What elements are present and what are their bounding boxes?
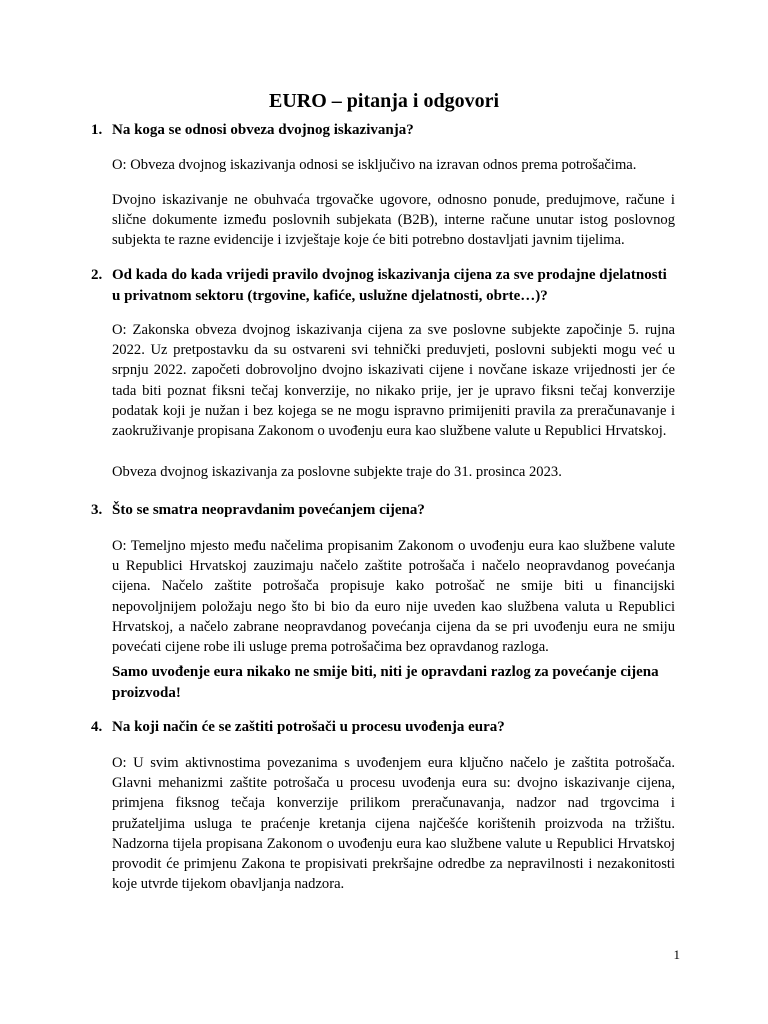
- answer-4-paragraph-1: O: U svim aktivnostima povezanima s uvođenjem eura ključno načelo je zaštita potrošača. Glavni mehanizmi zaštite potrošača u procesu uvođenja eura su: dvojno iskazivanje cijena, primjena fiksnog tečaja konverzije prilikom preračunavanja, nadzor nad trgovcima i pružateljima usluga te praćenje kretanja cijena najčešće korištenih proizvoda na tržištu. Nadzorna tijela propisana Zakonom o uvođenju eura kao službene valute u Republici Hrvatskoj provodit će primjenu Zakona te propisivati prekršajne odredbe za nepravilnosti i nezakonitosti koje utvrde tijekom obavljanja nadzora.: [112, 755, 675, 893]
- answer-3-bold-statement: Samo uvođenje eura nikako ne smije biti, niti je opravdani razlog za povećanje cijena proizvoda!: [112, 664, 659, 701]
- question-3-number: 3.: [91, 502, 103, 518]
- document-title: EURO – pitanja i odgovori: [268, 90, 500, 112]
- question-2-heading: Od kada do kada vrijedi pravilo dvojnog iskazivanja cijena za sve prodajne djelatnosti u privatnom sektoru (trgovine, kafiće, uslužne djelatnosti, obrte…)?: [112, 267, 667, 304]
- answer-2-paragraph-1: O: Zakonska obveza dvojnog iskazivanja cijena za sve poslovne subjekte započinje 5. rujna 2022. Uz pretpostavku da su ostvareni svi tehnički preduvjeti, poslovni subjekti mogu već u srpnju 2022. započeti dobrovoljno dvojno iskazivati cijene i novčane iskaze vrijednosti jer će tada biti poznat fiksni tečaj konverzije, no nikako prije, jer je upravo fiksni tečaj konverzije podatak koji je nužan i bez kojega se ne mogu ispravno primijeniti pravila za preračunavanje i zaokruživanje propisana Zakonom o uvođenju eura kao službene valute u Republici Hrvatskoj.: [112, 322, 675, 440]
- answer-1-paragraph-1: O: Obveza dvojnog iskazivanja odnosi se isključivo na izravan odnos prema potrošačima.: [112, 157, 637, 173]
- page-number: 1: [673, 947, 680, 962]
- question-3-heading: Što se smatra neopravdanim povećanjem cijena?: [112, 502, 425, 518]
- question-4-heading: Na koji način će se zaštiti potrošači u procesu uvođenja eura?: [112, 719, 505, 735]
- question-4-number: 4.: [91, 719, 103, 735]
- question-2-number: 2.: [91, 267, 103, 283]
- question-1-heading: Na koga se odnosi obveza dvojnog iskazivanja?: [112, 122, 414, 138]
- answer-2-paragraph-2: Obveza dvojnog iskazivanja za poslovne subjekte traje do 31. prosinca 2023.: [112, 464, 562, 480]
- answer-3-paragraph-1: O: Temeljno mjesto među načelima propisanim Zakonom o uvođenju eura kao službene valute u Republici Hrvatskoj zauzimaju načelo zaštite potrošača i načelo neopravdanog povećanja cijena. Načelo zaštite potrošača propisuje kako potrošač ne smije biti u financijski nepovoljnijem položaju nego što bi bio da euro nije uveden kao službena valuta u Republici Hrvatskoj, a načelo zabrane neopravdanog povećanja cijena da se pri uvođenju eura ne smiju povećati cijene robe ili usluge prema potrošačima bez opravdanog razloga.: [112, 538, 675, 656]
- answer-1-paragraph-2: Dvojno iskazivanje ne obuhvaća trgovačke ugovore, odnosno ponude, predujmove, račune i slične dokumente između poslovnih subjekata (B2B), interne račune unutar istog poslovnog subjekta te razne evidencije i izvještaje koje će biti potrebno dostavljati javnim tijelima.: [112, 192, 675, 249]
- question-1-number: 1.: [91, 122, 103, 138]
